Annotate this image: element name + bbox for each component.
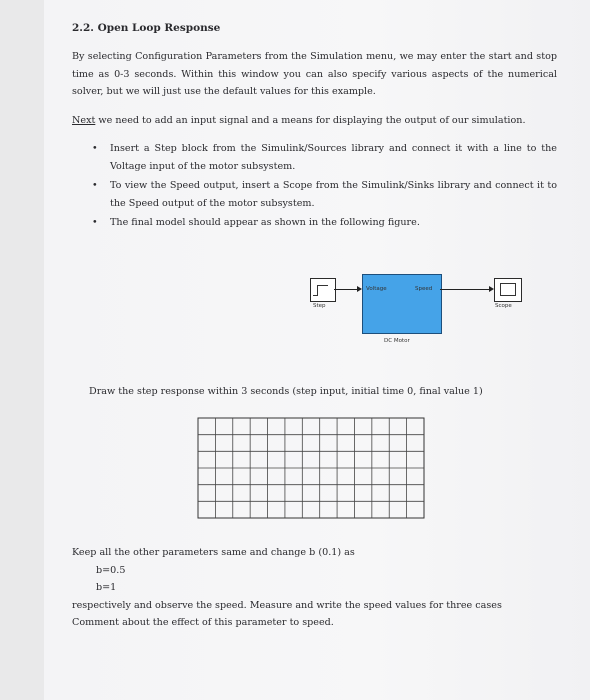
scope-label: Scope [495,303,512,309]
document-body [72,22,557,234]
b-value-first: b=0.5 [96,564,126,576]
paragraph-next-text: we need to add an input signal and a means for displaying the output of our simulation. [95,114,526,126]
motor-to-scope-line [440,289,490,290]
list-item-text: To view the Speed output, insert a Scope from the Simulink/Sinks library and connect it to the Speed output of the motor subsystem. [110,180,557,209]
instruction-line: respectively and observe the speed. Measure and write the speed values for three cases [72,599,502,611]
parameter-instructions [72,544,557,632]
scope-block [494,278,522,302]
grid-svg [197,417,425,519]
instruction-line: Keep all the other parameters same and change b (0.1) as [72,547,355,558]
b-value-second: b=1 [96,582,117,593]
simulink-model-figure [296,270,536,360]
dc-motor-block [362,274,442,334]
scope-icon [500,283,516,296]
speed-port-label: Speed [415,286,433,292]
list-item [72,214,557,232]
bullet-marker: • [92,217,98,228]
step-block [310,278,336,302]
voltage-port-label: Voltage [366,286,387,292]
bullet-marker: • [92,180,98,191]
step-icon [317,285,328,296]
step-response-task: Draw the step response within 3 seconds (step input, initial time 0, final value 1) [89,386,483,397]
list-item-text: The final model should appear as shown in the following figure. [110,217,420,228]
list-item [72,140,557,175]
dc-motor-label: DC Motor [384,338,410,344]
list-item [72,177,557,212]
step-label: Step [313,303,326,309]
paragraph-configuration: By selecting Configuration Parameters from the Simulation menu, we may enter the start and stop time as 0-3 seconds. Within this window you can also specify various aspects of the numerical solver, but we will just use the default values for this example. [72,51,557,97]
next-word: Next [72,114,96,126]
response-drawing-grid [197,417,425,519]
step-to-motor-line [334,289,358,290]
instruction-list [72,140,557,232]
section-heading: 2.2. Open Loop Response [72,22,221,34]
paragraph-next [72,112,557,130]
instruction-line: Comment about the effect of this parameter to speed. [72,617,334,628]
bullet-marker: • [92,143,98,154]
list-item-text: Insert a Step block from the Simulink/Sources library and connect it with a line to the Voltage input of the motor subsystem. [110,143,557,172]
